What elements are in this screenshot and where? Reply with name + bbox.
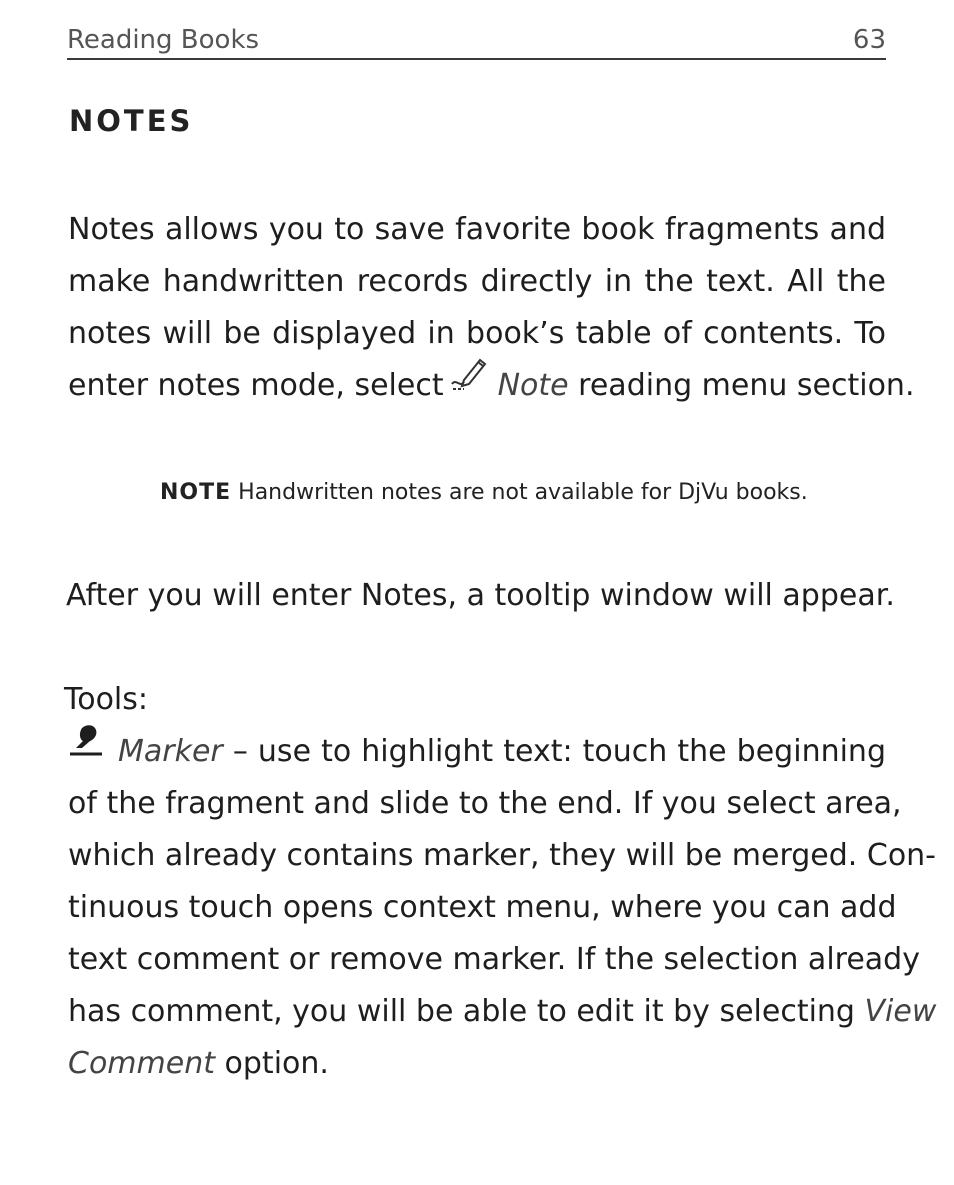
intro-line: notes will be displayed in book’s table of contents. To (68, 316, 886, 351)
intro-line: Notes allows you to save favorite book fragments and (68, 212, 886, 247)
intro-paragraph (68, 204, 915, 412)
after-enter-paragraph (66, 570, 895, 622)
note-label: NOTE (160, 480, 232, 505)
intro-line: make handwritten records directly in the text. All the (68, 264, 886, 299)
view-comment-label-part2: Comment (68, 1046, 215, 1081)
marker-line: which already contains marker, they will be merged. Con- (68, 838, 937, 873)
intro-line4-before: enter notes mode, select (68, 368, 444, 403)
marker-tool-name: Marker (118, 734, 223, 769)
note-text: Handwritten notes are not available for DjVu books. (238, 480, 808, 505)
marker-line7-after: option. (224, 1046, 329, 1081)
marker-line (68, 986, 937, 1038)
tools-heading-text: Tools: (64, 682, 149, 717)
marker-icon (68, 721, 106, 773)
intro-line (68, 360, 915, 412)
marker-line (68, 1038, 886, 1090)
pencil-icon (450, 354, 490, 407)
intro-line4-after: reading menu section. (578, 368, 915, 403)
view-comment-label-part1: View (864, 994, 937, 1029)
marker-line: tinuous touch opens context menu, where you can add (68, 890, 897, 925)
marker-line6-before: has comment, you will be able to edit it by selecting (68, 994, 855, 1029)
marker-line: text comment or remove marker. If the selection already (68, 942, 920, 977)
marker-paragraph (68, 726, 937, 1090)
header-section-title: Reading Books (67, 25, 260, 55)
page-header (67, 22, 886, 60)
note-callout (160, 476, 808, 510)
tools-heading (64, 674, 882, 726)
marker-line: of the fragment and slide to the end. If you select area, (68, 786, 902, 821)
after-enter-text: After you will enter Notes, a tooltip window will appear. (66, 578, 895, 613)
marker-line (68, 726, 886, 778)
marker-line1-after: – use to highlight text: touch the beginning (232, 734, 886, 769)
section-title: NOTES (69, 104, 194, 138)
header-page-number: 63 (852, 25, 886, 55)
note-menu-label: Note (497, 368, 569, 403)
